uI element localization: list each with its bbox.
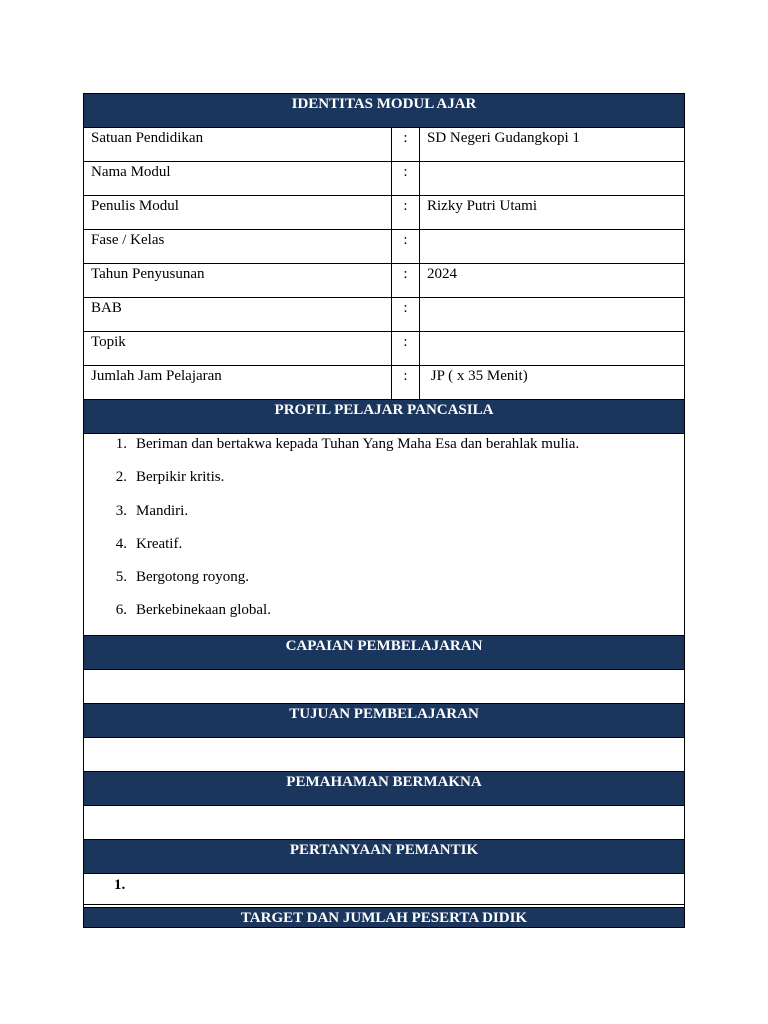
row-separator: :	[392, 162, 420, 195]
identity-row	[83, 196, 685, 230]
list-item	[84, 502, 684, 535]
item-text: Bergotong royong.	[136, 569, 250, 586]
identity-row	[83, 128, 685, 162]
list-item	[84, 535, 684, 568]
identity-row	[83, 332, 685, 366]
row-value: SD Negeri Gudangkopi 1	[427, 130, 580, 146]
section-header-identitas: IDENTITAS MODUL AJAR	[83, 93, 685, 128]
list-item	[84, 468, 684, 501]
item-text: Kreatif.	[136, 535, 183, 552]
row-value	[420, 332, 684, 365]
row-label: Satuan Pendidikan	[84, 128, 392, 161]
identity-row	[83, 264, 685, 298]
item-number: 6.	[115, 602, 127, 619]
item-number: 2.	[115, 469, 127, 486]
item-text: Berkebinekaan global.	[136, 602, 271, 619]
pertanyaan-content	[83, 874, 685, 908]
item-number: 1.	[115, 436, 127, 452]
section-header-capaian: CAPAIAN PEMBELAJARAN	[83, 636, 685, 670]
row-label: Fase / Kelas	[84, 230, 392, 263]
capaian-content	[83, 670, 685, 704]
row-separator: :	[392, 366, 420, 399]
section-header-tujuan: TUJUAN PEMBELAJARAN	[83, 704, 685, 738]
section-header-pemahaman: PEMAHAMAN BERMAKNA	[83, 772, 685, 806]
row-value: 2024	[427, 266, 457, 282]
row-separator: :	[392, 128, 420, 161]
row-value	[420, 162, 684, 195]
pemahaman-content	[83, 806, 685, 840]
row-value	[420, 298, 684, 331]
identity-row	[83, 230, 685, 264]
row-label: Penulis Modul	[84, 196, 392, 229]
row-separator: :	[392, 230, 420, 263]
row-separator: :	[392, 264, 420, 297]
item-text: Mandiri.	[136, 502, 189, 519]
list-item	[84, 601, 684, 634]
section-header-target: TARGET DAN JUMLAH PESERTA DIDIK	[83, 908, 685, 928]
list-item	[84, 568, 684, 601]
row-value: Rizky Putri Utami	[427, 198, 537, 214]
section-header-profil: PROFIL PELAJAR PANCASILA	[83, 400, 685, 434]
row-label: Nama Modul	[84, 162, 392, 195]
row-label: Tahun Penyusunan	[84, 264, 392, 297]
item-number: 5.	[115, 569, 127, 586]
row-label: BAB	[84, 298, 392, 331]
row-label: Jumlah Jam Pelajaran	[84, 366, 392, 399]
row-label: Topik	[84, 332, 392, 365]
module-document	[83, 93, 685, 928]
list-item	[84, 435, 684, 468]
row-value: JP ( x 35 Menit)	[427, 368, 528, 384]
identity-row	[83, 162, 685, 196]
item-number: 1.	[114, 877, 126, 893]
section-header-pertanyaan: PERTANYAAN PEMANTIK	[83, 840, 685, 874]
profil-list-box	[83, 434, 685, 636]
row-value	[420, 230, 684, 263]
item-number: 3.	[115, 502, 127, 519]
profil-list	[84, 435, 684, 635]
item-number: 4.	[115, 535, 127, 552]
tujuan-content	[83, 738, 685, 772]
row-separator: :	[392, 196, 420, 229]
item-text: Berpikir kritis.	[136, 469, 225, 486]
row-separator: :	[392, 332, 420, 365]
identity-row	[83, 298, 685, 332]
row-separator: :	[392, 298, 420, 331]
identity-row	[83, 366, 685, 400]
item-text: Beriman dan bertakwa kepada Tuhan Yang Maha Esa dan berahlak mulia.	[136, 436, 580, 452]
